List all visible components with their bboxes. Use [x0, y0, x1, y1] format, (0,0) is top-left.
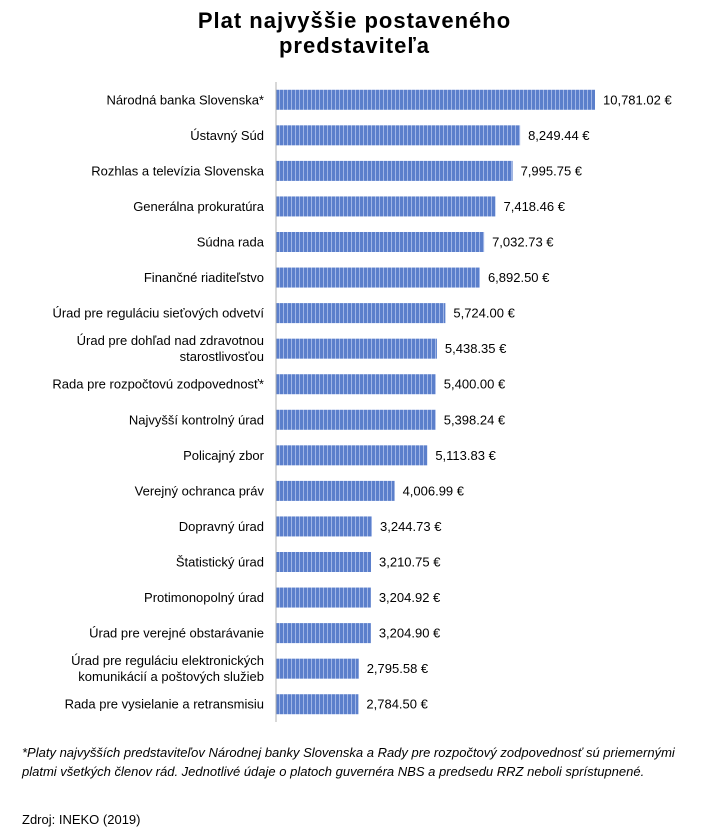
- bar-7: [276, 339, 437, 359]
- category-label-17: Rada pre vysielanie a retransmisiu: [64, 696, 264, 712]
- chart-title-line-2: predstaviteľa: [278, 33, 431, 58]
- bar-3: [276, 196, 496, 216]
- bar-16: [276, 659, 359, 679]
- value-label-0: 10,781.02 €: [603, 92, 672, 108]
- category-label-12: Dopravný úrad: [178, 518, 264, 534]
- category-label-14: Protimonopolný úrad: [144, 590, 264, 606]
- category-label-0: Národná banka Slovenska*: [106, 92, 264, 108]
- bar-17: [276, 694, 358, 714]
- bar-11: [276, 481, 395, 501]
- bar-4: [276, 232, 484, 252]
- value-label-8: 5,400.00 €: [443, 376, 506, 392]
- bar-10: [276, 445, 427, 465]
- bar-12: [276, 516, 372, 536]
- value-label-10: 5,113.83 €: [435, 447, 496, 463]
- bar-9: [276, 410, 436, 430]
- bar-5: [276, 268, 480, 288]
- bar-0: [276, 90, 595, 110]
- value-label-7: 5,438.35 €: [444, 341, 507, 357]
- footnote: *Platy najvyšších predstaviteľov Národnej banky Slovenska a Rady pre rozpočtový zodpovednosť sú priemernými platmi všetkých členov rád. Jednotlivé údaje o platoch guvernéra NBS a predsedu RRZ neboli sprístupnené.: [22, 745, 675, 779]
- value-label-11: 4,006.99 €: [402, 483, 465, 499]
- category-label-5: Finančné riaditeľstvo: [143, 270, 264, 286]
- value-label-16: 2,795.58 €: [366, 661, 429, 677]
- value-label-2: 7,995.75 €: [520, 163, 583, 179]
- category-label-7-line-1: Úrad pre dohľad nad zdravotnou: [76, 333, 264, 349]
- category-label-15: Úrad pre verejné obstarávanie: [89, 625, 264, 641]
- source-note: Zdroj: INEKO (2019): [22, 812, 141, 827]
- category-label-7-line-2: starostlivosťou: [179, 349, 264, 365]
- value-label-15: 3,204.90 €: [378, 625, 441, 641]
- bar-15: [276, 623, 371, 643]
- category-label-4: Súdna rada: [196, 234, 264, 250]
- value-label-13: 3,210.75 €: [379, 554, 441, 570]
- value-label-3: 7,418.46 €: [503, 198, 565, 214]
- bar-8: [276, 374, 436, 394]
- value-label-6: 5,724.00 €: [453, 305, 515, 321]
- category-label-10: Policajný zbor: [183, 447, 264, 463]
- value-label-1: 8,249.44 €: [528, 127, 590, 143]
- category-label-8: Rada pre rozpočtovú zodpovednosť*: [52, 376, 264, 392]
- value-label-5: 6,892.50 €: [487, 270, 550, 286]
- chart-title-line-1: Plat najvyššie postaveného: [197, 8, 512, 33]
- category-label-3: Generálna prokuratúra: [133, 198, 264, 214]
- bar-13: [276, 552, 371, 572]
- category-label-2: Rozhlas a televízia Slovenska: [91, 163, 264, 179]
- bar-1: [276, 125, 520, 145]
- value-label-12: 3,244.73 €: [380, 518, 442, 534]
- bar-6: [276, 303, 445, 323]
- value-label-4: 7,032.73 €: [492, 234, 554, 250]
- value-label-14: 3,204.92 €: [378, 590, 441, 606]
- category-label-16-line-1: Úrad pre reguláciu elektronických: [71, 653, 264, 669]
- category-label-1: Ústavný Súd: [190, 127, 264, 143]
- bars-layer: [52, 90, 672, 714]
- category-label-6: Úrad pre reguláciu sieťových odvetví: [52, 305, 264, 321]
- bar-14: [276, 588, 371, 608]
- value-label-17: 2,784.50 €: [366, 696, 428, 712]
- bar-2: [276, 161, 513, 181]
- category-label-13: Štatistický úrad: [175, 554, 264, 570]
- category-label-11: Verejný ochranca práv: [134, 483, 264, 499]
- value-label-9: 5,398.24 €: [443, 412, 506, 428]
- category-label-9: Najvyšší kontrolný úrad: [128, 412, 264, 428]
- category-label-16-line-2: komunikácií a poštových služieb: [78, 669, 264, 685]
